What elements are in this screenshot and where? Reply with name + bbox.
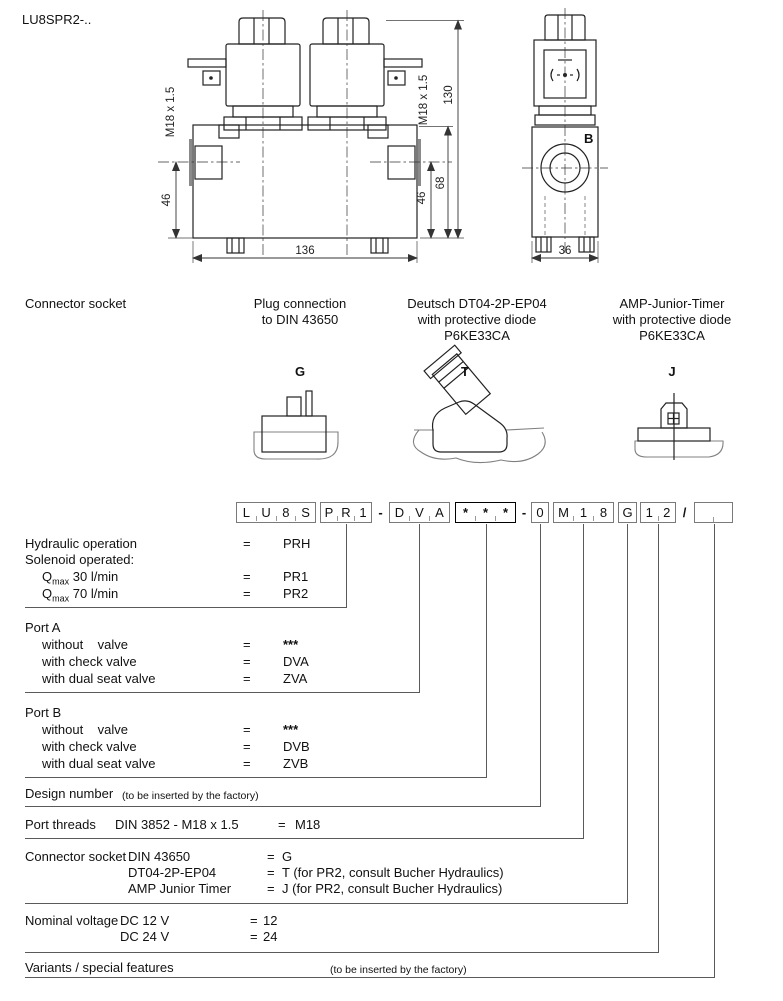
port-a-row3: with dual seat valve <box>42 671 156 686</box>
port-a-eq2: = <box>243 654 251 669</box>
connector-value2: T (for PR2, consult Bucher Hydraulics) <box>282 865 504 880</box>
threads-value: M18 <box>295 817 321 832</box>
port-a-value1: *** <box>283 637 299 652</box>
operation-eq3: = <box>243 586 251 601</box>
dim-46-left: 46 <box>161 193 173 207</box>
port-b-eq3: = <box>243 756 251 771</box>
port-b-eq1: = <box>243 722 251 737</box>
connector-col3-line3: P6KE33CA <box>639 328 705 343</box>
voltage-spec1: DC 12 V <box>120 913 170 928</box>
operation-eq1: = <box>243 536 251 551</box>
voltage-label: Nominal voltage <box>25 913 119 928</box>
page-title: LU8SPR2-.. <box>22 12 92 27</box>
voltage-value1: 12 <box>263 913 278 928</box>
code-box-connector: G <box>618 502 637 523</box>
connector-col1-code: G <box>294 364 306 379</box>
port-b-row3: with dual seat valve <box>42 756 156 771</box>
din-connector-sketch <box>254 391 338 459</box>
code-separator-2: - <box>521 505 527 520</box>
thread-label-right: M18 x 1.5 <box>418 74 430 126</box>
threads-eq: = <box>278 817 286 832</box>
operation-value3: PR2 <box>283 586 309 601</box>
connector-value3: J (for PR2, consult Bucher Hydraulics) <box>282 881 503 896</box>
connector-col3-code: J <box>668 364 676 379</box>
dim-130: 130 <box>443 85 455 105</box>
port-b-value3: ZVB <box>283 756 309 771</box>
valve-drawing <box>0 0 783 480</box>
code-box-operation: P R 1 <box>320 502 372 523</box>
code-box-threads: M 1 8 <box>553 502 614 523</box>
voltage-value2: 24 <box>263 929 278 944</box>
port-a-eq3: = <box>243 671 251 686</box>
code-box-series: L U 8 S <box>236 502 316 523</box>
code-box-variants <box>694 502 733 523</box>
port-a-value3: ZVA <box>283 671 308 686</box>
connector-col2-code: T <box>461 364 469 379</box>
port-b-value2: DVB <box>283 739 310 754</box>
dim-136: 136 <box>295 245 315 257</box>
operation-label2: Solenoid operated: <box>25 552 135 567</box>
operation-q30: $Q_{max}$ 30 l/min <box>42 569 119 587</box>
connector-value1: G <box>282 849 293 864</box>
code-separator-1: - <box>378 505 383 520</box>
port-b-row2: with check valve <box>42 739 137 754</box>
connector-eq2: = <box>267 865 275 880</box>
deutsch-connector-sketch <box>413 345 545 462</box>
voltage-eq2: = <box>250 929 258 944</box>
connector-col2-line2: with protective diode <box>417 312 537 327</box>
connector-spec1: DIN 43650 <box>128 849 191 864</box>
port-a-eq1: = <box>243 637 251 652</box>
threads-label: Port threads <box>25 817 96 832</box>
code-box-port-a: D V A <box>389 502 450 523</box>
connector-col2-line3: P6KE33CA <box>444 328 510 343</box>
code-box-port-b: * * * <box>455 502 516 523</box>
port-a-row2: with check valve <box>42 654 137 669</box>
port-a-title: Port A <box>25 620 61 635</box>
design-label: Design number <box>25 786 114 801</box>
dim-68: 68 <box>435 176 447 190</box>
variants-label: Variants / special features <box>25 960 174 975</box>
connector-eq1: = <box>267 849 275 864</box>
dim-46-right: 46 <box>416 191 428 205</box>
thread-label-left: M18 x 1.5 <box>165 86 177 138</box>
connector-spec2: DT04-2P-EP04 <box>128 865 217 880</box>
connector-spec3: AMP Junior Timer <box>128 881 232 896</box>
port-b-row1: without valve <box>42 722 128 737</box>
connector-col1-line2: to DIN 43650 <box>261 312 339 327</box>
connector-col1-line1: Plug connection <box>253 296 347 311</box>
code-box-voltage: 1 2 <box>640 502 676 523</box>
voltage-spec2: DC 24 V <box>120 929 170 944</box>
port-b-label: B <box>584 131 594 146</box>
connector-section-label: Connector socket <box>25 296 127 311</box>
threads-spec: DIN 3852 - M18 x 1.5 <box>115 817 239 832</box>
operation-value2: PR1 <box>283 569 309 584</box>
dim-36: 36 <box>558 245 572 257</box>
port-b-eq2: = <box>243 739 251 754</box>
valve-side-view <box>522 8 608 263</box>
port-b-value1: *** <box>283 722 299 737</box>
valve-front-view <box>158 10 464 263</box>
connector-eq3: = <box>267 881 275 896</box>
port-a-row1: without valve <box>42 637 128 652</box>
variants-note: (to be inserted by the factory) <box>330 964 467 976</box>
operation-label: Hydraulic operation <box>25 536 138 551</box>
amp-connector-sketch <box>635 393 723 460</box>
connector-col3-line2: with protective diode <box>612 312 732 327</box>
code-box-design: 0 <box>531 502 549 523</box>
connector-col2-line1: Deutsch DT04-2P-EP04 <box>407 296 547 311</box>
operation-value1: PRH <box>283 536 311 551</box>
voltage-eq1: = <box>250 913 258 928</box>
operation-q70: $Q_{max}$ 70 l/min <box>42 586 119 604</box>
connector-col3-line1: AMP-Junior-Timer <box>619 296 725 311</box>
port-a-value2: DVA <box>283 654 309 669</box>
code-separator-3: / <box>682 505 687 520</box>
port-b-title: Port B <box>25 705 62 720</box>
design-note: (to be inserted by the factory) <box>122 790 259 802</box>
operation-eq2: = <box>243 569 251 584</box>
connector-label: Connector socket <box>25 849 127 864</box>
